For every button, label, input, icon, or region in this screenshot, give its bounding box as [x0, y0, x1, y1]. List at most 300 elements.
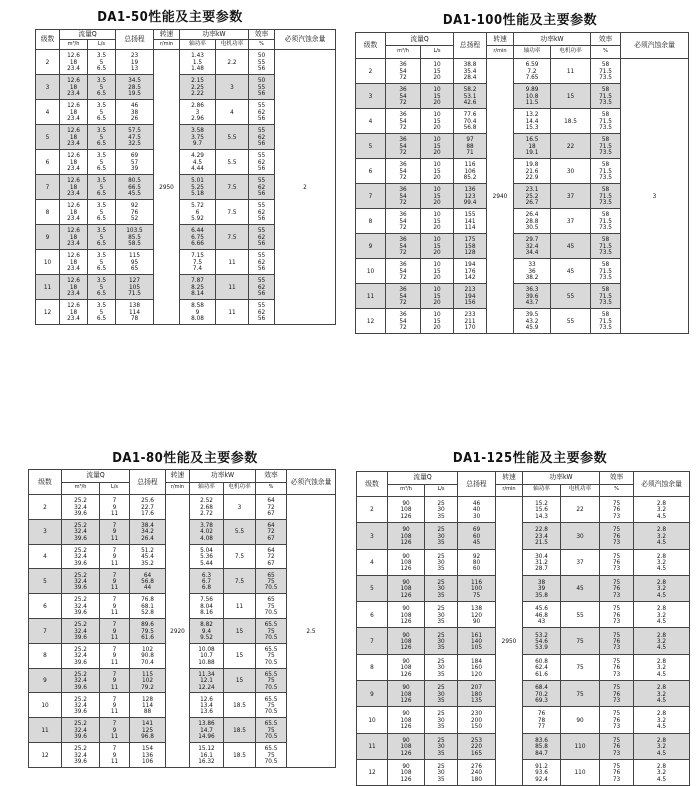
shaft-power-cell [190, 495, 224, 520]
efficiency-cell-value: 70.5 [264, 657, 278, 666]
efficiency-cell-value: 75 [267, 750, 275, 759]
head-cell-value: 106 [464, 166, 476, 175]
flow-m3-cell-value: 25.2 [74, 744, 87, 753]
efficiency-cell [249, 250, 275, 275]
flow-ls-cell-value: 3.5 [96, 126, 107, 135]
flow-m3-cell [62, 519, 100, 544]
flow-m3-cell [386, 134, 421, 159]
head-cell-value: 103.5 [126, 226, 143, 235]
head-cell-value: 213 [464, 285, 476, 294]
head-cell-value: 165 [471, 748, 482, 757]
npsh-cell-value: 3.2 [656, 531, 667, 540]
head-cell [454, 134, 487, 159]
head-cell-value: 51.2 [141, 545, 154, 554]
efficiency-cell-value: 73.5 [599, 323, 612, 332]
motor-power-cell: 15 [224, 643, 256, 668]
npsh-cell-value: 3.2 [656, 610, 667, 619]
header-unit-percent: % [256, 482, 287, 495]
head-cell-value: 140 [471, 636, 482, 645]
head-cell-value: 65 [130, 264, 139, 273]
stage-cell: 5 [29, 569, 62, 594]
flow-ls-cell [421, 209, 454, 234]
shaft-power-cell [514, 284, 551, 309]
head-cell-value: 105 [471, 643, 482, 652]
head-cell-value: 17.6 [141, 509, 154, 518]
shaft-power-cell-value: 53.2 [535, 630, 548, 639]
flow-ls-cell-value: 25 [437, 551, 445, 560]
npsh-cell-value: 3.2 [656, 742, 667, 751]
flow-m3-cell [388, 759, 425, 785]
speed-cell: 2950 [154, 50, 180, 325]
head-cell [116, 75, 154, 100]
shaft-power-cell-value: 45.6 [535, 604, 548, 613]
flow-m3-cell [386, 84, 421, 109]
flow-ls-cell-value: 10 [433, 260, 441, 269]
efficiency-cell-value: 76 [612, 689, 621, 698]
header-motor-power: 电机功率 [216, 40, 249, 50]
table-row [357, 575, 690, 601]
efficiency-cell-value: 75 [612, 604, 621, 613]
motor-power-cell: 30 [561, 523, 600, 549]
flow-m3-cell [386, 309, 421, 334]
flow-m3-cell-value: 39.6 [74, 633, 87, 642]
flow-ls-cell-value: 3.5 [96, 301, 107, 310]
flow-ls-cell [100, 495, 130, 520]
header-unit-percent: % [591, 46, 621, 59]
flow-ls-cell-value: 9 [112, 701, 117, 710]
flow-ls-cell-value: 6.5 [96, 214, 107, 223]
flow-m3-cell-value: 54 [399, 116, 407, 125]
shaft-power-cell-value: 10.88 [198, 657, 215, 666]
head-cell-value: 276 [471, 762, 482, 770]
efficiency-cell-value: 55 [257, 201, 266, 210]
efficiency-cell [600, 497, 634, 523]
shaft-power-cell [514, 234, 551, 259]
efficiency-cell [591, 84, 621, 109]
flow-m3-cell [60, 50, 88, 75]
table-grid [356, 471, 690, 786]
flow-ls-cell [421, 184, 454, 209]
efficiency-cell-value: 75 [612, 630, 621, 639]
header-unit-percent: % [600, 484, 634, 497]
shaft-power-cell-value: 4.02 [200, 527, 213, 536]
stage-cell: 12 [29, 742, 62, 767]
head-cell-value: 176 [464, 266, 476, 275]
flow-m3-cell [386, 209, 421, 234]
flow-m3-cell-value: 39.6 [74, 707, 87, 716]
flow-m3-cell-value: 12.6 [67, 276, 80, 285]
table-title-da1-50: DA1-50性能及主要参数 [97, 10, 243, 25]
efficiency-cell-value: 73.5 [599, 198, 612, 207]
head-cell [458, 654, 496, 680]
efficiency-cell-value: 75 [612, 551, 621, 560]
efficiency-cell-value: 73 [612, 617, 621, 626]
flow-m3-cell [62, 618, 100, 643]
efficiency-cell [600, 707, 634, 733]
flow-m3-cell-value: 25.2 [74, 645, 87, 654]
shaft-power-cell-value: 30.4 [535, 551, 548, 560]
stage-cell: 12 [357, 759, 388, 785]
flow-m3-cell-value: 36 [399, 260, 407, 269]
flow-m3-cell-value: 32.4 [74, 651, 87, 660]
header-stage: 级数 [356, 33, 386, 59]
shaft-power-cell-value: 2.15 [191, 76, 204, 85]
head-cell [116, 275, 154, 300]
flow-ls-cell-value: 9 [112, 552, 117, 561]
head-cell [116, 225, 154, 250]
flow-ls-cell-value: 7 [112, 521, 117, 530]
flow-m3-cell-value: 12.6 [67, 226, 80, 235]
flow-ls-cell-value: 7 [112, 719, 117, 728]
flow-m3-cell-value: 108 [400, 663, 412, 672]
flow-m3-cell [62, 643, 100, 668]
stage-cell: 7 [29, 618, 62, 643]
head-cell [458, 733, 496, 759]
flow-m3-cell-value: 23.4 [67, 314, 80, 323]
npsh-cell-value: 2.8 [656, 683, 667, 692]
flow-ls-cell-value: 35 [437, 695, 445, 704]
efficiency-cell-value: 76 [612, 768, 621, 777]
head-cell-value: 116 [464, 160, 476, 169]
head-cell [458, 759, 496, 785]
shaft-power-cell [190, 594, 224, 619]
header-unit-ls: L/s [100, 482, 130, 495]
npsh-cell-value: 3.2 [656, 505, 667, 514]
efficiency-cell [591, 209, 621, 234]
flow-ls-cell [100, 693, 130, 718]
flow-ls-cell [88, 275, 116, 300]
shaft-power-cell-value: 7.87 [191, 276, 204, 285]
header-speed: 转速 [487, 33, 514, 46]
motor-power-cell: 55 [551, 309, 591, 334]
flow-ls-cell-value: 25 [437, 499, 445, 508]
shaft-power-cell-value: 8.14 [191, 289, 204, 298]
flow-ls-cell [88, 200, 116, 225]
efficiency-cell-value: 73 [612, 643, 621, 652]
flow-ls-cell-value: 11 [110, 633, 119, 642]
flow-m3-cell [386, 159, 421, 184]
header-speed: 转速 [496, 472, 523, 485]
flow-m3-cell-value: 126 [400, 695, 412, 704]
flow-m3-cell-value: 23.4 [67, 239, 80, 248]
shaft-power-cell-value: 6.8 [201, 583, 212, 592]
shaft-power-cell-value: 14.4 [525, 116, 539, 125]
efficiency-cell-value: 56 [257, 114, 266, 123]
shaft-power-cell-value: 21.5 [535, 538, 548, 547]
flow-m3-cell-value: 72 [399, 273, 407, 282]
stage-cell: 7 [357, 628, 388, 654]
flow-m3-cell-value: 25.2 [74, 669, 87, 678]
flow-m3-cell-value: 36 [399, 160, 407, 169]
flow-ls-cell-value: 3.5 [96, 101, 107, 110]
flow-ls-cell-value: 7 [112, 496, 117, 505]
motor-power-cell: 11 [216, 300, 249, 325]
shaft-power-cell-value: 22.8 [535, 525, 548, 534]
header-efficiency: 效率 [600, 472, 634, 485]
shaft-power-cell-value: 69.3 [535, 695, 548, 704]
efficiency-cell-value: 56 [257, 64, 266, 73]
efficiency-cell-value: 58 [601, 60, 610, 69]
flow-ls-cell-value: 25 [437, 604, 445, 613]
flow-m3-cell [60, 200, 88, 225]
header-unit-m3: m³/h [62, 482, 100, 495]
efficiency-cell-value: 71.5 [599, 266, 612, 275]
efficiency-cell-value: 56 [257, 314, 266, 323]
efficiency-cell-value: 62 [257, 232, 266, 241]
flow-m3-cell-value: 12.6 [67, 51, 80, 60]
shaft-power-cell-value: 25.2 [525, 191, 539, 200]
flow-ls-cell-value: 15 [433, 191, 441, 200]
shaft-power-cell [190, 742, 224, 767]
head-cell-value: 66.5 [128, 182, 141, 191]
shaft-power-cell-value: 36.3 [525, 285, 539, 294]
shaft-power-cell-value: 21.6 [525, 166, 539, 175]
shaft-power-cell [523, 602, 561, 628]
flow-ls-cell-value: 15 [433, 291, 441, 300]
head-cell-value: 88 [466, 141, 474, 150]
motor-power-cell: 75 [561, 681, 600, 707]
flow-ls-cell-value: 35 [437, 511, 445, 520]
head-cell-value: 136 [142, 750, 153, 759]
shaft-power-cell [514, 209, 551, 234]
head-cell-value: 38.4 [141, 521, 154, 530]
flow-m3-cell-value: 72 [399, 98, 407, 107]
shaft-power-cell-value: 7.65 [525, 73, 539, 82]
flow-ls-cell-value: 3.5 [96, 51, 107, 60]
performance-table-da1-50 [35, 29, 335, 325]
efficiency-cell-value: 55 [257, 251, 266, 260]
head-cell-value: 123 [464, 191, 476, 200]
efficiency-cell [256, 618, 287, 643]
flow-ls-cell-value: 6.5 [96, 239, 107, 248]
flow-m3-cell-value: 12.6 [67, 151, 80, 160]
flow-ls-cell-value: 11 [110, 558, 119, 567]
flow-m3-cell-value: 32.4 [74, 626, 87, 635]
header-power: 功率kW [190, 470, 256, 483]
head-cell-value: 22.7 [141, 502, 154, 511]
speed-cell: 2950 [496, 497, 523, 786]
head-cell-value: 200 [471, 715, 482, 724]
head-cell [130, 668, 166, 693]
efficiency-cell-value: 76 [612, 636, 621, 645]
flow-m3-cell-value: 54 [399, 141, 407, 150]
flow-m3-cell-value: 25.2 [74, 595, 87, 604]
efficiency-cell-value: 64 [267, 521, 275, 530]
efficiency-cell [591, 259, 621, 284]
shaft-power-cell-value: 10.7 [200, 651, 213, 660]
shaft-power-cell-value: 7.5 [192, 257, 203, 266]
shaft-power-cell [523, 523, 561, 549]
head-cell-value: 75 [472, 590, 481, 599]
flow-m3-cell-value: 54 [399, 91, 407, 100]
efficiency-cell-value: 75 [267, 626, 275, 635]
header-npsh: 必须汽蚀余量 [287, 470, 336, 495]
shaft-power-cell [523, 759, 561, 785]
stage-cell: 8 [36, 200, 60, 225]
efficiency-cell [256, 643, 287, 668]
head-cell-value: 207 [471, 683, 482, 692]
flow-m3-cell-value: 39.6 [74, 757, 87, 766]
speed-cell: 2920 [166, 495, 190, 768]
npsh-cell [634, 759, 690, 785]
flow-m3-cell-value: 72 [399, 223, 407, 232]
shaft-power-cell-value: 77 [537, 722, 546, 731]
npsh-cell-value: 3.2 [656, 768, 667, 777]
motor-power-cell: 45 [561, 575, 600, 601]
npsh-cell [634, 628, 690, 654]
flow-m3-cell-value: 32.4 [74, 676, 87, 685]
efficiency-cell-value: 55 [257, 151, 266, 160]
efficiency-cell-value: 73 [612, 590, 621, 599]
head-cell-value: 69 [472, 525, 481, 534]
shaft-power-cell [523, 733, 561, 759]
head-cell-value: 71.5 [128, 289, 141, 298]
efficiency-cell-value: 56 [257, 89, 266, 98]
shaft-power-cell-value: 8.08 [191, 314, 204, 323]
head-cell [454, 234, 487, 259]
efficiency-cell [600, 733, 634, 759]
efficiency-cell-value: 55 [257, 101, 266, 110]
flow-ls-cell [425, 575, 458, 601]
head-cell-value: 155 [464, 210, 476, 219]
flow-ls-cell-value: 5 [99, 232, 104, 241]
efficiency-cell-value: 72 [267, 552, 275, 561]
efficiency-cell-value: 75 [612, 683, 621, 692]
flow-m3-cell-value: 90 [402, 683, 410, 692]
head-cell-value: 102 [142, 676, 153, 685]
flow-m3-cell-value: 54 [399, 216, 407, 225]
flow-ls-cell-value: 5 [99, 157, 104, 166]
flow-m3-cell-value: 126 [400, 748, 412, 757]
flow-m3-cell [388, 628, 425, 654]
flow-m3-cell-value: 72 [399, 73, 407, 82]
shaft-power-cell-value: 4.08 [200, 533, 213, 542]
shaft-power-cell-value: 1.43 [191, 51, 204, 60]
flow-ls-cell-value: 25 [437, 656, 445, 665]
flow-ls-cell-value: 30 [437, 610, 445, 619]
header-unit-rpm: r/min [487, 46, 514, 59]
flow-m3-cell-value: 90 [402, 735, 410, 744]
npsh-cell [634, 602, 690, 628]
head-cell-value: 26 [130, 114, 139, 123]
table-row [29, 495, 336, 520]
efficiency-cell [249, 175, 275, 200]
shaft-power-cell-value: 6.75 [191, 232, 204, 241]
flow-ls-cell-value: 10 [433, 235, 441, 244]
efficiency-cell-value: 55 [257, 276, 266, 285]
flow-ls-cell [88, 250, 116, 275]
head-cell-value: 45.5 [128, 189, 141, 198]
npsh-cell-value: 2.8 [656, 525, 667, 534]
efficiency-cell-value: 75 [267, 676, 275, 685]
flow-m3-cell-value: 36 [399, 185, 407, 194]
efficiency-cell-value: 71.5 [599, 166, 612, 175]
shaft-power-cell-value: 4.29 [191, 151, 204, 160]
head-cell-value: 230 [471, 709, 482, 718]
flow-ls-cell-value: 7 [112, 669, 117, 678]
flow-m3-cell-value: 23.4 [67, 89, 80, 98]
shaft-power-cell-value: 85.8 [535, 742, 548, 751]
flow-m3-cell-value: 25.2 [74, 570, 87, 579]
flow-ls-cell-value: 25 [437, 577, 445, 586]
flow-ls-cell-value: 30 [437, 663, 445, 672]
motor-power-cell: 37 [551, 209, 591, 234]
efficiency-cell-value: 71.5 [599, 91, 612, 100]
shaft-power-cell-value: 38 [537, 577, 546, 586]
npsh-cell-value: 4.5 [656, 643, 667, 652]
shaft-power-cell-value: 8.58 [191, 301, 204, 310]
flow-m3-cell-value: 36 [399, 135, 407, 144]
efficiency-cell [249, 100, 275, 125]
shaft-power-cell-value: 8.82 [200, 620, 213, 629]
flow-m3-cell-value: 36 [399, 210, 407, 219]
head-cell-value: 102 [142, 645, 153, 654]
flow-ls-cell-value: 3.5 [96, 251, 107, 260]
efficiency-cell-value: 72 [267, 527, 275, 536]
table-row [357, 497, 690, 523]
npsh-cell-value: 4.5 [656, 748, 667, 757]
flow-m3-cell-value: 23.4 [67, 214, 80, 223]
motor-power-cell: 55 [551, 284, 591, 309]
efficiency-cell [249, 150, 275, 175]
efficiency-cell [256, 718, 287, 743]
head-cell-value: 161 [471, 630, 482, 639]
flow-ls-cell [88, 75, 116, 100]
efficiency-cell-value: 58 [601, 235, 610, 244]
head-cell-value: 150 [471, 722, 482, 731]
stage-cell: 6 [357, 602, 388, 628]
head-cell-value: 46 [130, 101, 139, 110]
head-cell-value: 61.6 [141, 633, 154, 642]
table-row [357, 759, 690, 785]
npsh-cell [634, 575, 690, 601]
flow-ls-cell-value: 15 [433, 241, 441, 250]
flow-ls-cell [88, 100, 116, 125]
npsh-cell-value: 3.2 [656, 636, 667, 645]
efficiency-cell-value: 50 [257, 51, 266, 60]
shaft-power-cell-value: 35.8 [535, 590, 548, 599]
stage-cell: 3 [29, 519, 62, 544]
flow-ls-cell-value: 9 [112, 601, 117, 610]
efficiency-cell-value: 73.5 [599, 298, 612, 307]
flow-ls-cell-value: 20 [433, 248, 441, 257]
flow-m3-cell [60, 225, 88, 250]
flow-ls-cell [421, 84, 454, 109]
flow-ls-cell-value: 10 [433, 285, 441, 294]
head-cell-value: 79.2 [141, 682, 154, 691]
flow-ls-cell [425, 759, 458, 785]
efficiency-cell-value: 67 [267, 533, 275, 542]
shaft-power-cell-value: 76 [537, 709, 546, 718]
efficiency-cell [256, 693, 287, 718]
efficiency-cell-value: 73 [612, 722, 621, 731]
efficiency-cell-value: 64 [267, 545, 275, 554]
head-cell [454, 209, 487, 234]
efficiency-cell-value: 76 [612, 742, 621, 751]
flow-m3-cell-value: 39.6 [74, 682, 87, 691]
efficiency-cell [591, 159, 621, 184]
shaft-power-cell-value: 2.22 [191, 89, 204, 98]
head-cell-value: 92 [130, 201, 139, 210]
shaft-power-cell-value: 92.4 [535, 774, 548, 783]
flow-m3-cell-value: 108 [400, 742, 412, 751]
head-cell-value: 138 [471, 604, 482, 613]
flow-m3-cell [60, 175, 88, 200]
flow-m3-cell-value: 90 [402, 762, 410, 770]
header-head: 总扬程 [454, 33, 487, 59]
flow-ls-cell-value: 20 [433, 198, 441, 207]
shaft-power-cell-value: 6 [195, 207, 200, 216]
